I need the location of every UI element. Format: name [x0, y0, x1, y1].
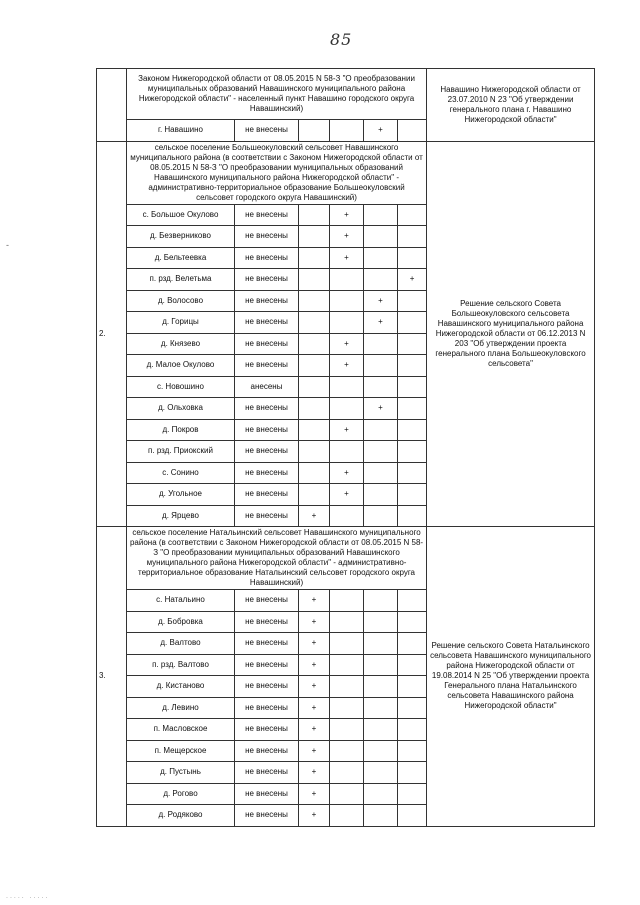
mark-cell — [299, 355, 330, 377]
mark-cell — [364, 441, 398, 463]
mark-cell — [299, 226, 330, 248]
mark-cell — [398, 398, 427, 420]
mark-cell: + — [330, 484, 364, 506]
mark-cell — [330, 633, 364, 655]
mark-cell — [398, 590, 427, 612]
mark-cell — [299, 120, 330, 142]
mark-cell — [364, 204, 398, 226]
locality-name: с. Новошино — [127, 376, 235, 398]
locality-status: анесены — [235, 376, 299, 398]
locality-name: д. Безверниково — [127, 226, 235, 248]
mark-cell — [364, 762, 398, 784]
mark-cell — [364, 740, 398, 762]
locality-status: не внесены — [235, 247, 299, 269]
mark-cell — [364, 633, 398, 655]
mark-cell — [330, 312, 364, 334]
mark-cell: + — [330, 247, 364, 269]
mark-cell — [330, 376, 364, 398]
locality-name: г. Навашино — [127, 120, 235, 142]
mark-cell: + — [330, 226, 364, 248]
register-table — [96, 68, 595, 827]
locality-name: д. Бобровка — [127, 611, 235, 633]
mark-cell: + — [299, 505, 330, 527]
mark-cell — [398, 355, 427, 377]
locality-name: д. Горицы — [127, 312, 235, 334]
mark-cell — [364, 611, 398, 633]
mark-cell: + — [330, 204, 364, 226]
locality-name: с. Натальино — [127, 590, 235, 612]
locality-status: не внесены — [235, 290, 299, 312]
mark-cell — [330, 290, 364, 312]
mark-cell — [330, 611, 364, 633]
section-number — [97, 69, 127, 142]
mark-cell — [398, 697, 427, 719]
mark-cell — [364, 226, 398, 248]
mark-cell — [398, 740, 427, 762]
mark-cell — [364, 805, 398, 827]
mark-cell: + — [299, 783, 330, 805]
locality-status: не внесены — [235, 226, 299, 248]
section-description: сельское поселение Натальинский сельсовет Навашинского муниципального района (в соответствии с Законом Нижегородской области от 08.05.2015 N 58-З "О преобразовании муниципальных образований Навашинского муниципального района Нижегородской области" - административно-территориальное образование Натальинский сельсовет городского округа Навашинский) — [127, 527, 427, 590]
locality-status: не внесены — [235, 633, 299, 655]
mark-cell — [364, 484, 398, 506]
mark-cell: + — [299, 697, 330, 719]
mark-cell — [398, 204, 427, 226]
mark-cell — [364, 783, 398, 805]
mark-cell — [364, 419, 398, 441]
mark-cell: + — [299, 740, 330, 762]
mark-cell — [398, 783, 427, 805]
mark-cell: + — [330, 333, 364, 355]
locality-name: д. Рогово — [127, 783, 235, 805]
page-number: 85 — [330, 30, 353, 49]
section-document: Решение сельского Совета Большеокуловского сельсовета Навашинского муниципального района Нижегородской области от 06.12.2013 N 203 "Об утверждении проекта генерального плана Большеокуловского сельсовета" — [427, 141, 595, 527]
section-number: 2. — [97, 141, 127, 527]
mark-cell — [330, 783, 364, 805]
locality-name: с. Большое Окулово — [127, 204, 235, 226]
mark-cell — [299, 419, 330, 441]
mark-cell — [364, 247, 398, 269]
mark-cell — [330, 805, 364, 827]
mark-cell — [398, 462, 427, 484]
mark-cell — [330, 441, 364, 463]
mark-cell — [299, 312, 330, 334]
locality-name: п. Масловское — [127, 719, 235, 741]
mark-cell — [364, 654, 398, 676]
mark-cell — [398, 484, 427, 506]
mark-cell — [299, 290, 330, 312]
mark-cell — [299, 398, 330, 420]
mark-cell — [398, 633, 427, 655]
mark-cell — [299, 376, 330, 398]
mark-cell: + — [330, 419, 364, 441]
section-description: сельское поселение Большеокуловский сельсовет Навашинского муниципального района (в соответствии с Законом Нижегородской области от 08.05.2015 N 58-З "О преобразовании муниципальных образований Навашинского муниципального района Нижегородской области" - административно-территориальное образование Большеокуловский сельсовет городского округа Навашинский) — [127, 141, 427, 204]
locality-name: д. Угольное — [127, 484, 235, 506]
locality-name: д. Малое Окулово — [127, 355, 235, 377]
mark-cell — [330, 505, 364, 527]
locality-status: не внесены — [235, 484, 299, 506]
section-document: Навашино Нижегородской области от 23.07.2010 N 23 "Об утверждении генерального плана г. Навашино Нижегородской области" — [427, 69, 595, 142]
margin-mark: - — [6, 240, 9, 250]
mark-cell — [398, 247, 427, 269]
mark-cell — [364, 590, 398, 612]
mark-cell — [398, 441, 427, 463]
locality-name: д. Покров — [127, 419, 235, 441]
locality-status: не внесены — [235, 762, 299, 784]
mark-cell — [398, 419, 427, 441]
locality-name: п. рзд. Приокский — [127, 441, 235, 463]
locality-status: не внесены — [235, 697, 299, 719]
mark-cell: + — [299, 762, 330, 784]
locality-name: д. Родяково — [127, 805, 235, 827]
locality-name: д. Левино — [127, 697, 235, 719]
mark-cell — [299, 333, 330, 355]
locality-status: не внесены — [235, 805, 299, 827]
mark-cell: + — [364, 312, 398, 334]
mark-cell — [299, 204, 330, 226]
mark-cell: + — [299, 590, 330, 612]
section-header-row — [97, 527, 595, 590]
locality-status: не внесены — [235, 269, 299, 291]
section-header-row — [97, 69, 595, 120]
locality-status: не внесены — [235, 611, 299, 633]
locality-name: п. Мещерское — [127, 740, 235, 762]
mark-cell — [330, 762, 364, 784]
mark-cell — [364, 697, 398, 719]
mark-cell — [330, 676, 364, 698]
mark-cell — [364, 505, 398, 527]
locality-status: не внесены — [235, 398, 299, 420]
mark-cell — [398, 505, 427, 527]
locality-status: не внесены — [235, 719, 299, 741]
mark-cell — [330, 120, 364, 142]
locality-status: не внесены — [235, 462, 299, 484]
mark-cell: + — [299, 611, 330, 633]
mark-cell: + — [398, 269, 427, 291]
mark-cell — [364, 269, 398, 291]
locality-status: не внесены — [235, 441, 299, 463]
mark-cell — [330, 590, 364, 612]
mark-cell — [398, 611, 427, 633]
mark-cell: + — [330, 462, 364, 484]
mark-cell — [364, 355, 398, 377]
mark-cell — [398, 312, 427, 334]
locality-name: с. Сонино — [127, 462, 235, 484]
mark-cell — [330, 269, 364, 291]
mark-cell — [330, 719, 364, 741]
locality-status: не внесены — [235, 312, 299, 334]
mark-cell — [364, 676, 398, 698]
mark-cell — [364, 333, 398, 355]
mark-cell: + — [330, 355, 364, 377]
locality-name: п. рзд. Валтово — [127, 654, 235, 676]
locality-name: д. Пустынь — [127, 762, 235, 784]
mark-cell — [299, 462, 330, 484]
mark-cell — [398, 805, 427, 827]
mark-cell — [398, 226, 427, 248]
mark-cell — [398, 654, 427, 676]
locality-name: д. Ярцево — [127, 505, 235, 527]
footer-mark: ..... ..... — [6, 893, 50, 900]
mark-cell: + — [299, 633, 330, 655]
locality-name: д. Ольховка — [127, 398, 235, 420]
locality-status: не внесены — [235, 740, 299, 762]
section-description: Законом Нижегородской области от 08.05.2015 N 58-З "О преобразовании муниципальных образований Навашинского муниципального района Нижегородской области" - населенный пункт Навашино городского округа Навашинский) — [127, 69, 427, 120]
locality-name: п. рзд. Велетьма — [127, 269, 235, 291]
mark-cell — [299, 484, 330, 506]
mark-cell — [330, 740, 364, 762]
mark-cell — [398, 290, 427, 312]
locality-status: не внесены — [235, 590, 299, 612]
section-header-row — [97, 141, 595, 204]
mark-cell — [330, 697, 364, 719]
locality-status: не внесены — [235, 654, 299, 676]
mark-cell: + — [299, 805, 330, 827]
mark-cell: + — [364, 120, 398, 142]
locality-name: д. Валтово — [127, 633, 235, 655]
mark-cell — [330, 398, 364, 420]
mark-cell: + — [299, 676, 330, 698]
mark-cell — [299, 269, 330, 291]
mark-cell — [398, 719, 427, 741]
mark-cell — [398, 376, 427, 398]
mark-cell: + — [364, 398, 398, 420]
locality-status: не внесены — [235, 419, 299, 441]
mark-cell — [364, 462, 398, 484]
mark-cell — [398, 676, 427, 698]
mark-cell — [398, 120, 427, 142]
locality-name: д. Бельтеевка — [127, 247, 235, 269]
mark-cell — [398, 762, 427, 784]
mark-cell — [398, 333, 427, 355]
register-body — [97, 69, 595, 827]
locality-status: не внесены — [235, 120, 299, 142]
mark-cell — [299, 247, 330, 269]
locality-name: д. Князево — [127, 333, 235, 355]
locality-status: не внесены — [235, 333, 299, 355]
locality-status: не внесены — [235, 204, 299, 226]
locality-name: д. Кистаново — [127, 676, 235, 698]
mark-cell — [364, 719, 398, 741]
mark-cell — [299, 441, 330, 463]
section-document: Решение сельского Совета Натальинского сельсовета Навашинского муниципального района Нижегородской области от 19.08.2014 N 25 "Об утверждении проекта Генерального плана Натальинского сельсовета Навашинского района Нижегородской области" — [427, 527, 595, 827]
mark-cell — [364, 376, 398, 398]
locality-status: не внесены — [235, 505, 299, 527]
mark-cell: + — [299, 654, 330, 676]
locality-status: не внесены — [235, 783, 299, 805]
mark-cell: + — [364, 290, 398, 312]
section-number: 3. — [97, 527, 127, 827]
mark-cell: + — [299, 719, 330, 741]
locality-name: д. Волосово — [127, 290, 235, 312]
locality-status: не внесены — [235, 355, 299, 377]
locality-status: не внесены — [235, 676, 299, 698]
mark-cell — [330, 654, 364, 676]
